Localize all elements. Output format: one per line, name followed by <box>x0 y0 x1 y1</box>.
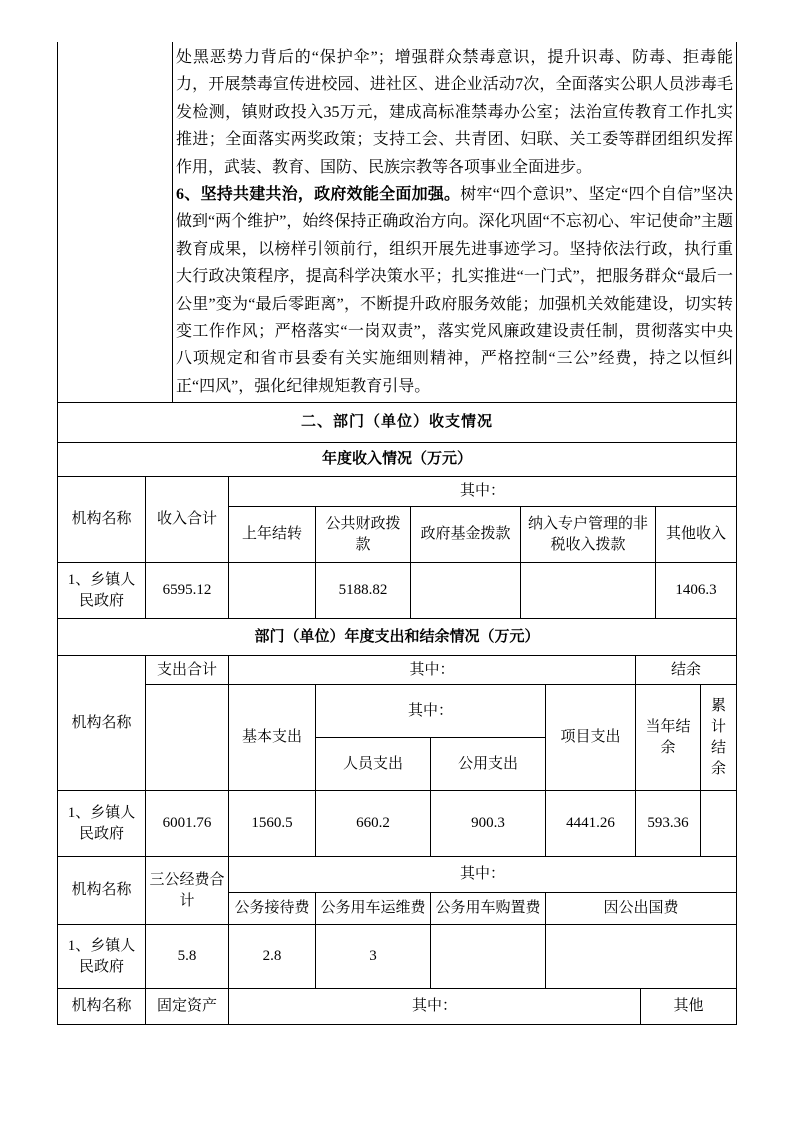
expense-col-org-header: 机构名称 <box>58 656 146 791</box>
income-org-cell: 1、乡镇人民政府 <box>58 563 146 619</box>
section-title-row <box>58 403 737 443</box>
income-total-cell: 6595.12 <box>146 563 229 619</box>
income-other-cell: 1406.3 <box>656 563 737 619</box>
income-among-header: 其中： <box>229 477 737 507</box>
section-title-table <box>57 402 737 443</box>
expense-balance-header: 结余 <box>636 656 737 685</box>
income-gov-fund-cell <box>411 563 521 619</box>
paragraph-anti-drug: 处黑恶势力背后的“保护伞”；增强群众禁毒意识，提升识毒、防毒、拒毒能力，开展禁毒宣传进校园、进社区、进企业活动7次，全面落实公职人员涉毒毛发检测，镇财政投入35万元，建成高标准禁毒办公室；法治宣传教育工作扎实推进；全面落实两奖政策；支持工会、共青团、妇联、关工委等群团组织发挥作用，武装、教育、国防、民族宗教等各项事业全面进步。 <box>176 49 733 176</box>
income-subtitle-table <box>57 442 737 477</box>
expense-subtitle-row <box>58 619 737 656</box>
three-public-col-org-header: 机构名称 <box>58 857 146 925</box>
expense-data-row <box>58 791 737 857</box>
income-col-carryover-header: 上年结转 <box>229 507 316 563</box>
income-subtitle: 年度收入情况（万元） <box>58 443 737 477</box>
income-carryover-cell <box>229 563 316 619</box>
income-col-other-header: 其他收入 <box>656 507 737 563</box>
expense-personnel-cell: 660.2 <box>316 791 431 857</box>
expense-subtitle: 部门（单位）年度支出和结余情况（万元） <box>58 619 737 656</box>
three-public-col-reception-header: 公务接待费 <box>229 893 316 925</box>
fixed-assets-col-other-header: 其他 <box>641 989 737 1025</box>
three-public-col-abroad-header: 因公出国费 <box>546 893 737 925</box>
paragraph-governance <box>176 181 733 400</box>
three-public-reception-cell: 2.8 <box>229 925 316 989</box>
expense-current-balance-cell: 593.36 <box>636 791 701 857</box>
paragraph-governance-body: 树牢“四个意识”、坚定“四个自信”坚决做到“两个维护”，始终保持正确政治方向。深化巩固“不忘初心、牢记使命”主题教育成果，以榜样引领前行，组织开展先进事迹学习。坚持依法行政，执行重大行政决策程序，提高科学决策水平；扎实推进“一门式”，把服务群众“最后一公里”变为“最后零距离”，不断提升政府服务效能；加强机关效能建设，切实转变工作作风；严格落实“一岗双责”，落实党风廉政建设责任制，贯彻落实中央八项规定和省市县委有关实施细则精神，严格控制“三公”经费，持之以恒纠正“四风”，强化纪律规矩教育引导。 <box>176 186 733 395</box>
three-public-col-vehicle-maintenance-header: 公务用车运维费 <box>316 893 431 925</box>
expense-basic-cell: 1560.5 <box>229 791 316 857</box>
paragraph-governance-lead: 6、坚持共建共治，政府效能全面加强。 <box>176 186 461 204</box>
expense-project-cell: 4441.26 <box>546 791 636 857</box>
income-col-nontax-header: 纳入专户管理的非税收入拨款 <box>521 507 656 563</box>
expense-col-current-balance-header: 当年结余 <box>636 685 701 791</box>
income-data-row <box>58 563 737 619</box>
income-col-gov-fund-header: 政府基金拨款 <box>411 507 521 563</box>
three-public-abroad-cell <box>546 925 737 989</box>
three-public-col-total-header: 三公经费合计 <box>146 857 229 925</box>
expense-among2-header: 其中： <box>316 685 546 738</box>
expense-org-cell: 1、乡镇人民政府 <box>58 791 146 857</box>
income-nontax-cell <box>521 563 656 619</box>
income-col-public-finance-header: 公共财政拨款 <box>316 507 411 563</box>
expense-col-public-header: 公用支出 <box>431 738 546 791</box>
three-public-org-cell: 1、乡镇人民政府 <box>58 925 146 989</box>
fixed-assets-among-header: 其中： <box>229 989 641 1025</box>
expense-col-basic-header: 基本支出 <box>229 685 316 791</box>
report-text-cell <box>173 42 737 403</box>
expense-header-row-2 <box>58 685 737 738</box>
expense-accum-balance-cell <box>701 791 737 857</box>
expense-header-row-1 <box>58 656 737 685</box>
report-row <box>58 42 737 403</box>
expense-col-total-header: 支出合计 <box>146 656 229 685</box>
fixed-assets-col-total-header: 固定资产 <box>146 989 229 1025</box>
three-public-vehicle-maintenance-cell: 3 <box>316 925 431 989</box>
income-subtitle-row <box>58 443 737 477</box>
section-title: 二、部门（单位）收支情况 <box>58 403 737 443</box>
fixed-assets-table <box>57 988 737 1025</box>
expense-subtitle-table <box>57 618 737 656</box>
income-col-total-header: 收入合计 <box>146 477 229 563</box>
fixed-assets-header-row <box>58 989 737 1025</box>
report-continuation-table <box>57 42 737 403</box>
row-label-empty-cell <box>58 42 173 403</box>
expense-total-empty-cell <box>146 685 229 791</box>
three-public-vehicle-purchase-cell <box>431 925 546 989</box>
expense-col-project-header: 项目支出 <box>546 685 636 791</box>
fixed-assets-col-org-header: 机构名称 <box>58 989 146 1025</box>
expense-col-personnel-header: 人员支出 <box>316 738 431 791</box>
three-public-col-vehicle-purchase-header: 公务用车购置费 <box>431 893 546 925</box>
income-col-org-header: 机构名称 <box>58 477 146 563</box>
income-public-finance-cell: 5188.82 <box>316 563 411 619</box>
expense-col-accum-balance-header: 累计结余 <box>701 685 737 791</box>
three-public-table <box>57 856 737 989</box>
expense-among1-header: 其中： <box>229 656 636 685</box>
income-table <box>57 476 737 619</box>
income-header-row-1 <box>58 477 737 507</box>
expense-total-cell: 6001.76 <box>146 791 229 857</box>
expense-public-cell: 900.3 <box>431 791 546 857</box>
expense-table <box>57 655 737 857</box>
three-public-among-header: 其中： <box>229 857 737 893</box>
three-public-total-cell: 5.8 <box>146 925 229 989</box>
three-public-header-row-1 <box>58 857 737 893</box>
three-public-data-row <box>58 925 737 989</box>
